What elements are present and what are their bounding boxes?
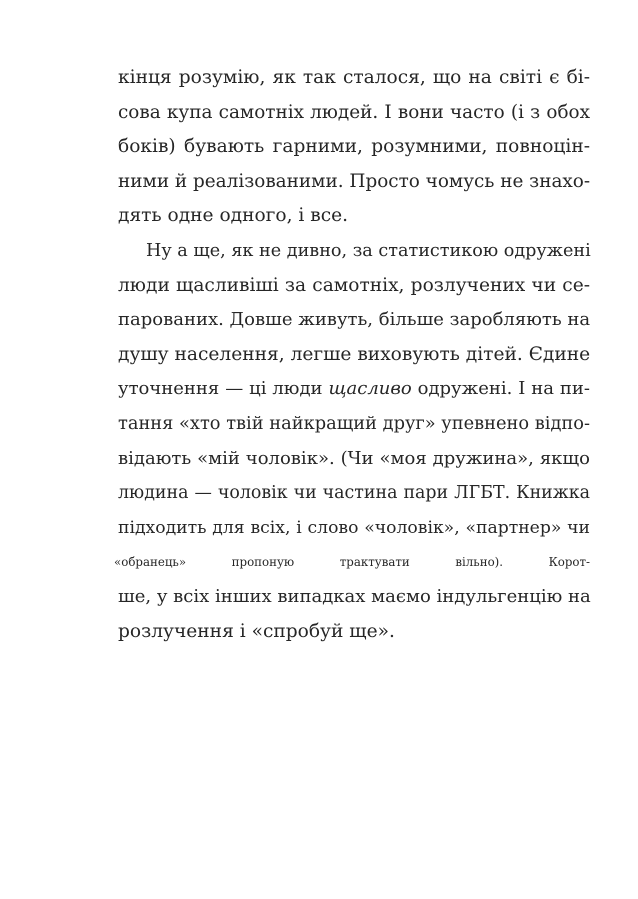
paragraph-end-line: розлучення і «спробуй ще». — [118, 620, 395, 642]
text-segment: одружені. І на пи- — [411, 378, 590, 400]
text-line: підходить для всіх, і слово «чоловік», «партнер» чи — [118, 517, 590, 538]
text-line: парованих. Довше живуть, більше заробляють на — [118, 309, 591, 331]
text-line: люди щасливіші за самотніх, розлучених чи се- — [118, 274, 590, 296]
text-segment: уточнення — ці люди — [118, 378, 329, 400]
text-line-with-emphasis — [118, 372, 590, 407]
paragraph-end-line: дять одне одного, і все. — [118, 205, 349, 227]
text-line: тання «хто твій найкращий друг» упевнено відпо- — [118, 412, 590, 434]
body-text — [114, 61, 591, 649]
text-line: боків) бувають гарними, розумними, повноцін- — [118, 136, 590, 158]
paragraph-start-line: Ну а ще, як не дивно, за статистикою одружені — [146, 240, 591, 261]
text-line: ше, у всіх інших випадках маємо індульгенцію на — [118, 585, 591, 607]
emphasized-word: щасливо — [328, 378, 412, 400]
text-line: душу населення, легше виховують дітей. Єдине — [118, 343, 591, 365]
text-line: кінця розумію, як так сталося, що на світі є бі- — [118, 67, 590, 88]
text-line: «обранець» пропоную трактувати вільно). Корот- — [114, 555, 590, 570]
text-line: людина — чоловік чи частина пари ЛГБТ. Книжка — [118, 483, 590, 504]
text-line: відають «мій чоловік». (Чи «моя дружина», якщо — [118, 447, 590, 469]
text-line: ними й реалізованими. Просто чомусь не знахо- — [118, 170, 591, 192]
text-line: сова купа самотніх людей. І вони часто (і з обох — [118, 101, 590, 123]
